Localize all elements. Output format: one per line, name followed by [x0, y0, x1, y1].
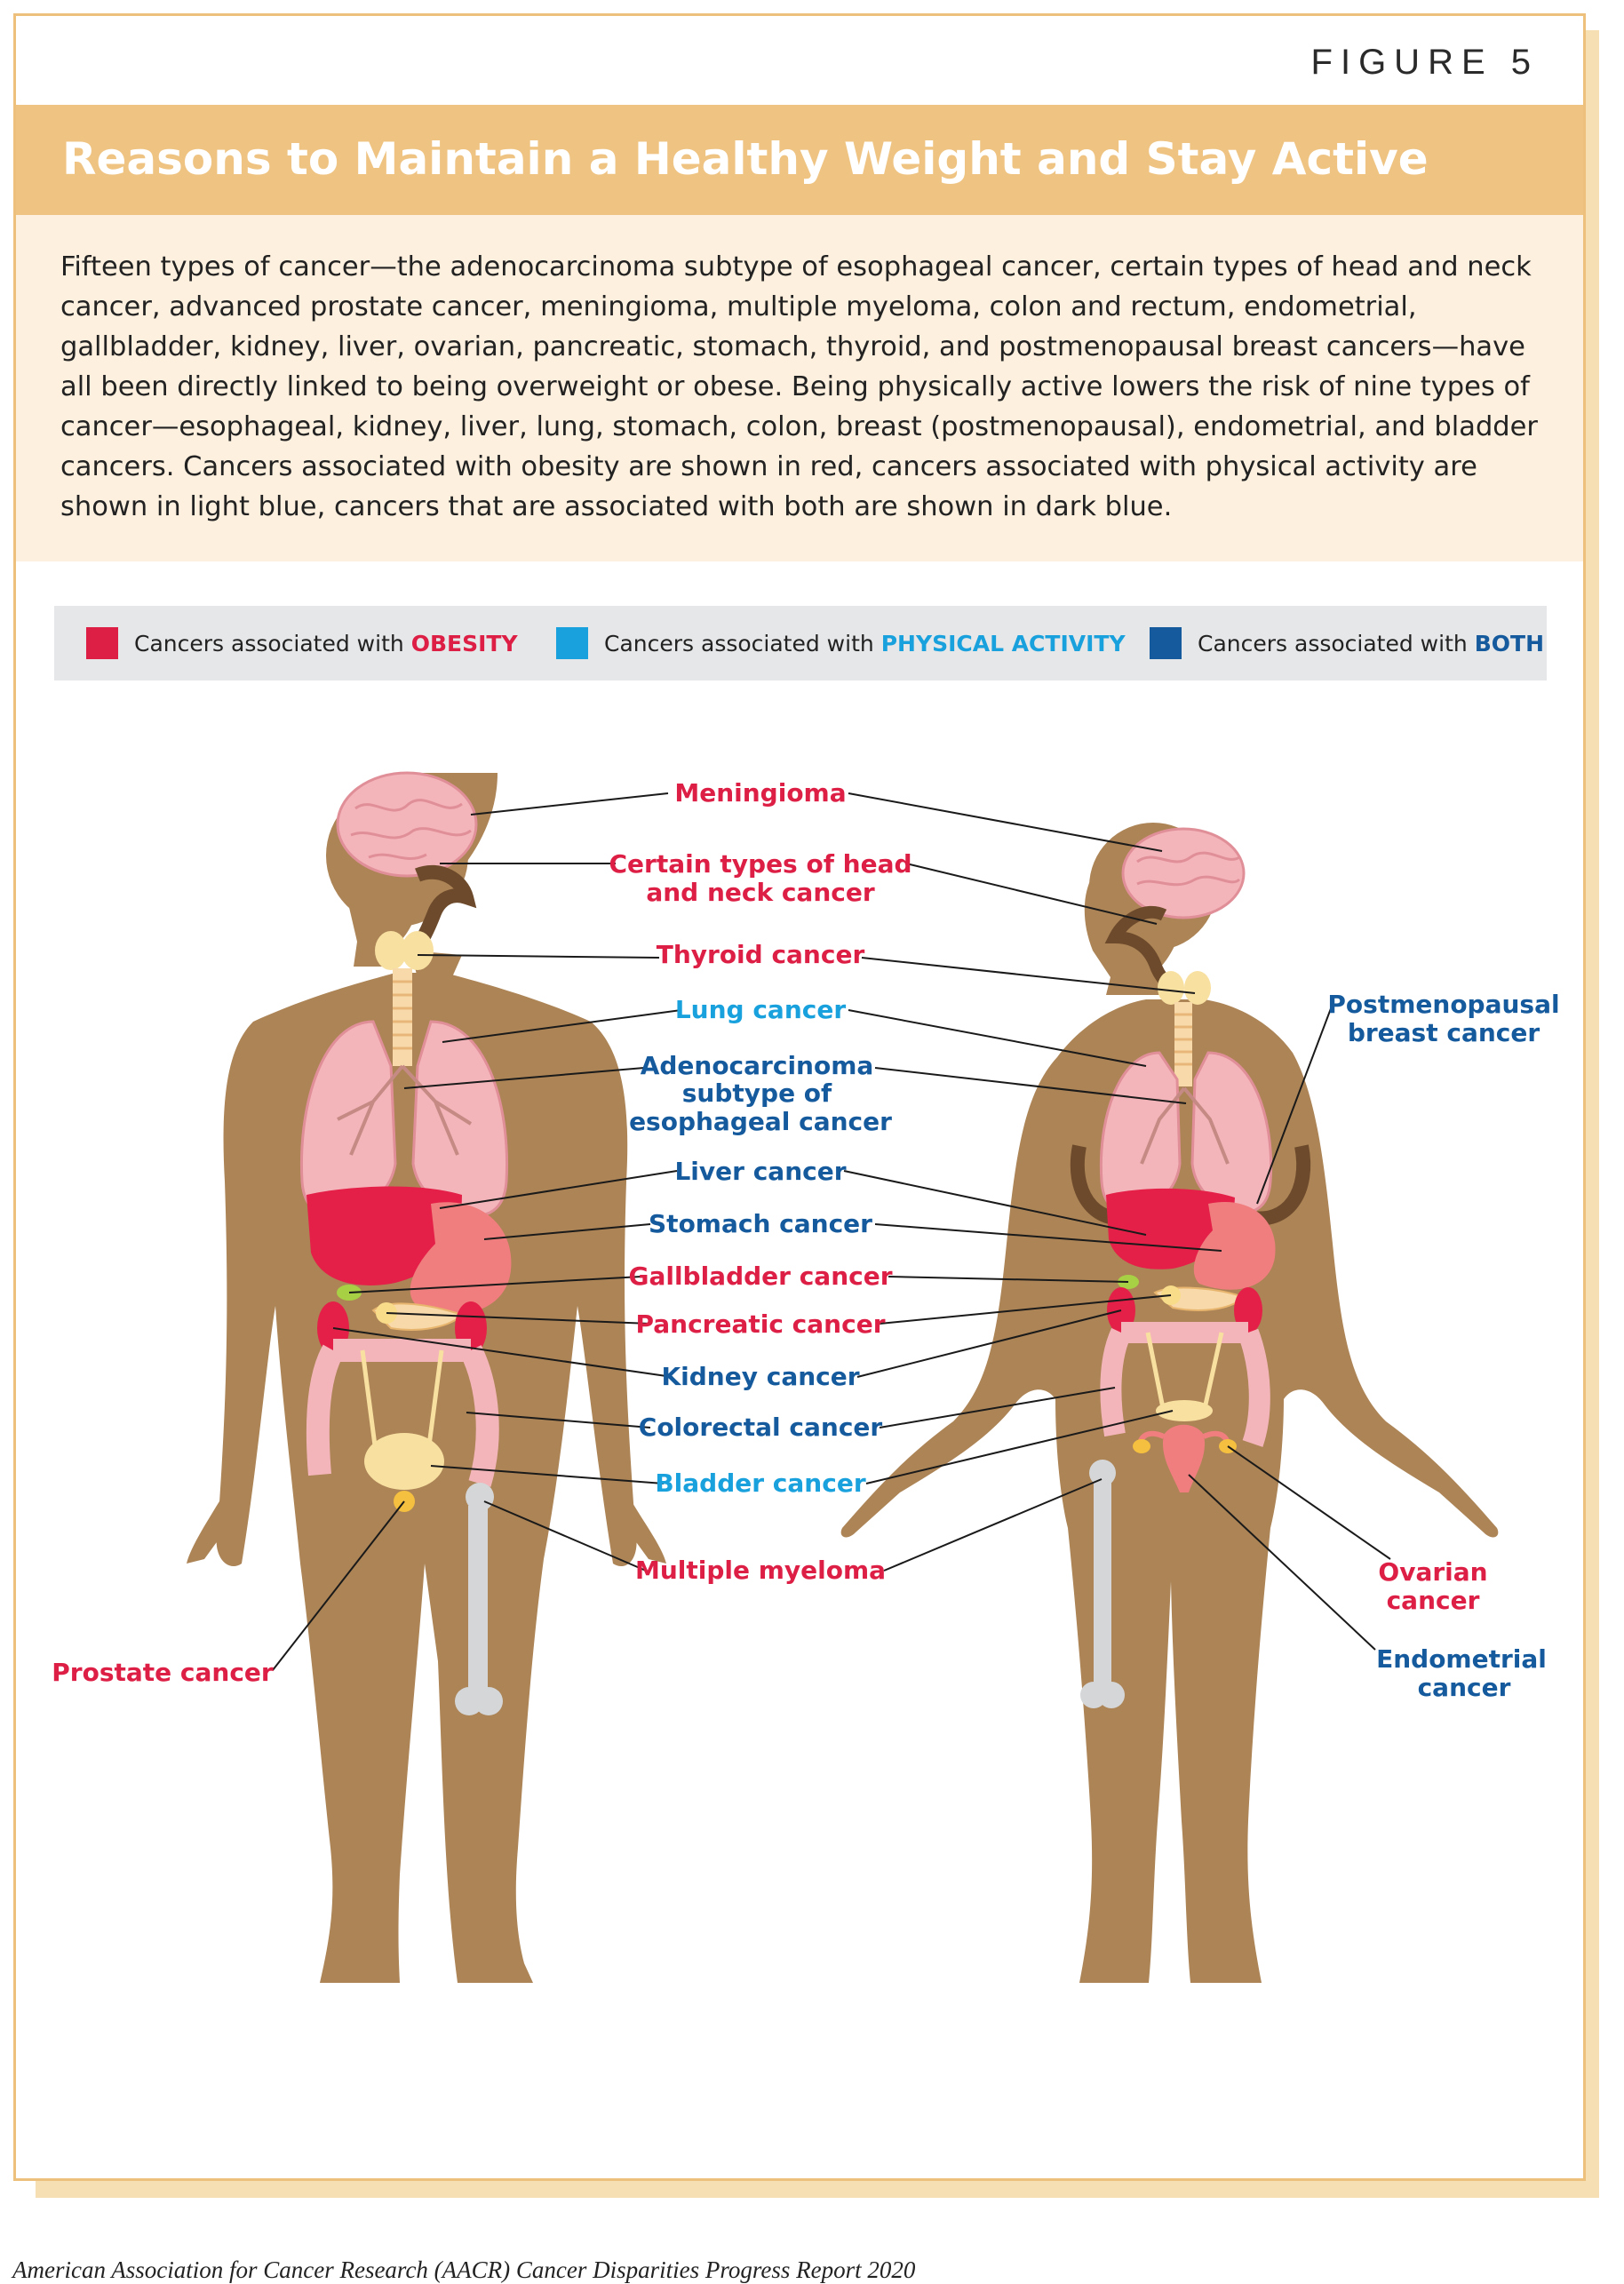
label-ovarian-line2: cancer [1386, 1586, 1480, 1615]
label-head-neck-line1: Certain types of head [609, 849, 912, 879]
label-endometrial-line1: Endometrial [1376, 1644, 1547, 1674]
label-breast-line1: Postmenopausal [1327, 990, 1560, 1019]
legend-both-prefix: Cancers associated with [1198, 630, 1468, 657]
male-brain [338, 773, 476, 876]
legend-activity-prefix: Cancers associated with [604, 630, 874, 657]
intro-paragraph: Fifteen types of cancer—the adenocarcinoma subtype of esophageal cancer, certain types of head and neck cancer, advanced prostate cancer, meningioma, multiple myeloma, colon and rectum, endometrial, gallbladder, kidney, liver, ovarian, pancreatic, stomach, thyroid, and postmenopausal breast cancers—have all been directly linked to being overweight or obese. Being physically active lowers the risk of nine types of cancer—esophageal, kidney, liver, lung, stomach, colon, breast (postmenopausal), endometrial, and bladder cancers. Cancers associated with obesity are shown in red, cancers associated with physical activity are shown in light blue, cancers that are associated with both are shown in dark blue. [60, 251, 1538, 522]
label-pancreatic: Pancreatic cancer [635, 1309, 886, 1339]
label-meningioma: Meningioma [674, 778, 847, 808]
label-stomach: Stomach cancer [649, 1209, 872, 1238]
label-head-neck-line2: and neck cancer [646, 878, 875, 907]
legend-both-keyword: BOTH [1474, 630, 1545, 657]
label-gallbladder: Gallbladder cancer [628, 1261, 893, 1291]
label-liver: Liver cancer [674, 1157, 847, 1186]
female-bladder [1156, 1400, 1213, 1421]
female-brain [1123, 829, 1244, 918]
male-bladder [364, 1433, 444, 1490]
male-thyroid [375, 931, 434, 970]
source-footer: American Association for Cancer Research (AACR) Cancer Disparities Progress Report 2020 [12, 2256, 916, 2283]
label-colorectal: Colorectal cancer [638, 1413, 883, 1442]
legend-obesity-keyword: OBESITY [410, 630, 518, 657]
label-breast-line2: breast cancer [1347, 1018, 1540, 1047]
label-thyroid: Thyroid cancer [656, 940, 865, 969]
female-ovary-left [1133, 1439, 1150, 1453]
legend-obesity-prefix: Cancers associated with [134, 630, 404, 657]
figure-label: FIGURE 5 [1310, 43, 1539, 82]
legend-activity-keyword: PHYSICAL ACTIVITY [880, 630, 1126, 657]
label-esophageal-line2: subtype of [681, 1078, 832, 1108]
label-prostate: Prostate cancer [52, 1658, 274, 1687]
label-esophageal-line1: Adenocarcinoma [640, 1051, 874, 1080]
label-myeloma: Multiple myeloma [634, 1556, 887, 1585]
label-lung: Lung cancer [674, 995, 847, 1024]
label-bladder: Bladder cancer [655, 1468, 866, 1498]
label-ovarian-line1: Ovarian [1378, 1557, 1488, 1587]
label-kidney: Kidney cancer [661, 1362, 860, 1391]
label-esophageal-line3: esophageal cancer [629, 1107, 892, 1136]
figure-title: Reasons to Maintain a Healthy Weight and Stay Active [62, 133, 1429, 185]
label-endometrial-line2: cancer [1417, 1673, 1511, 1702]
